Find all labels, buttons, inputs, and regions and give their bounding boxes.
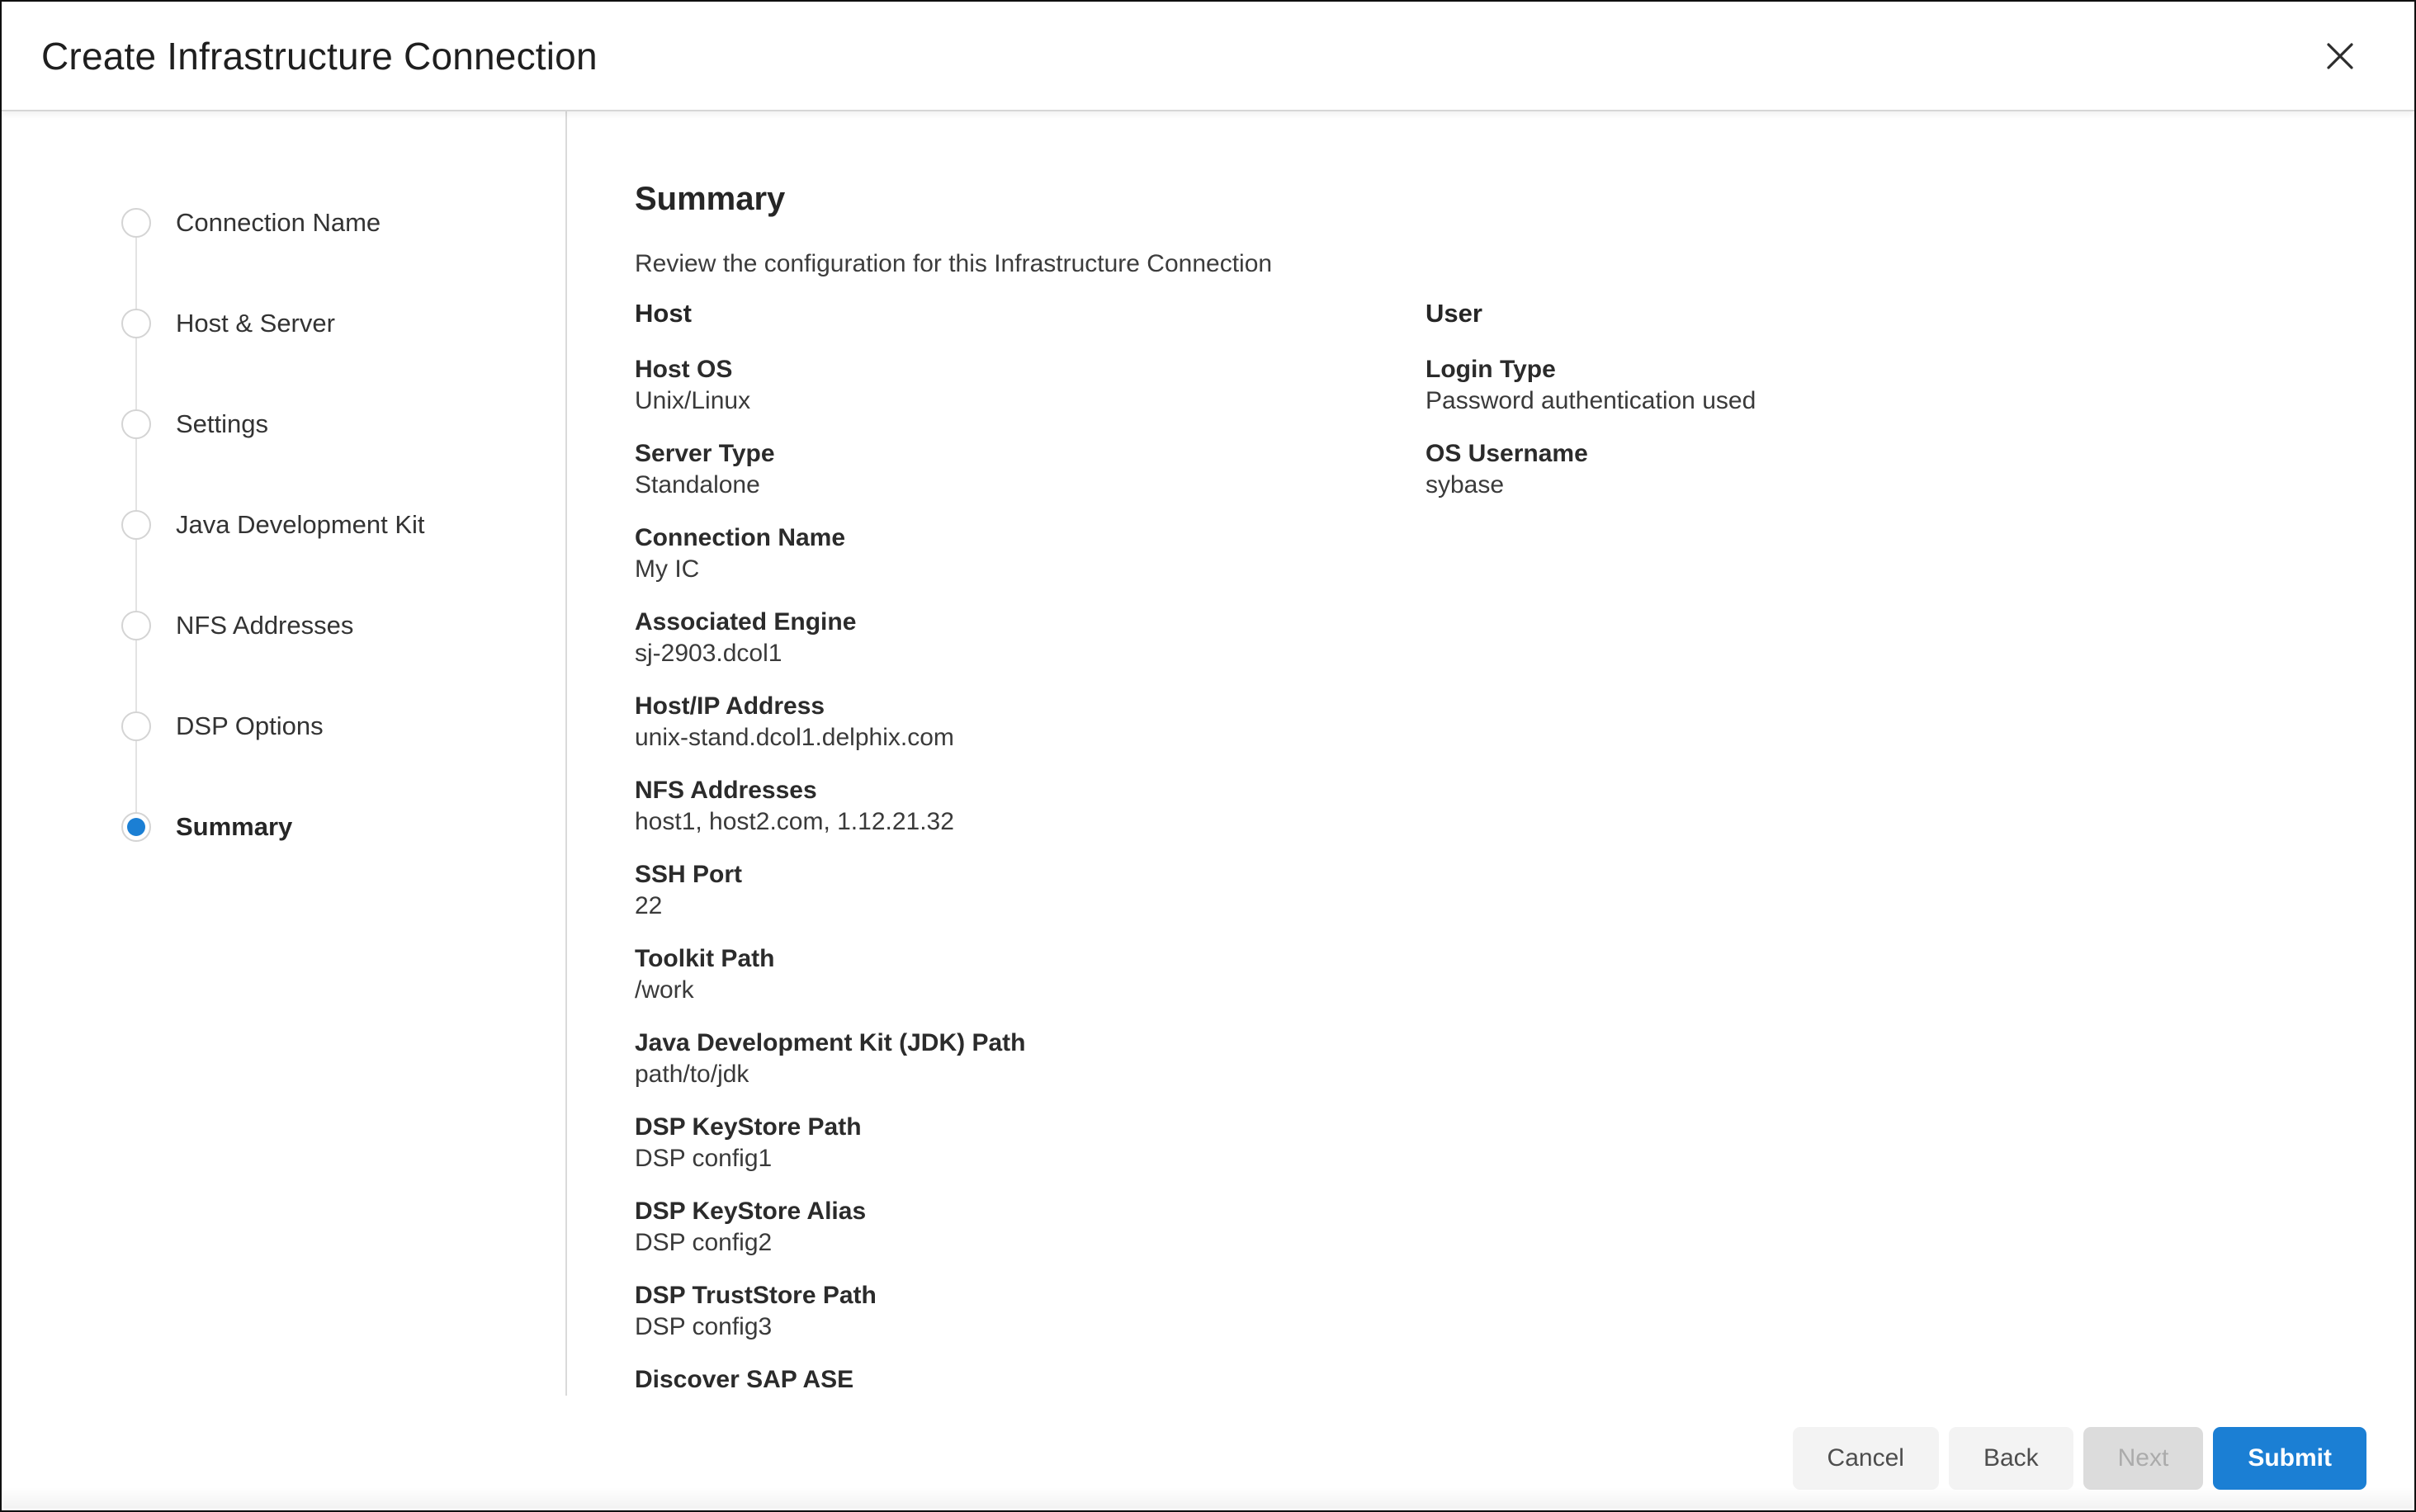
field-value: Standalone	[635, 471, 760, 498]
field-value: My IC	[635, 555, 700, 583]
field-label: OS Username	[1425, 440, 1588, 467]
dialog-footer	[2, 1396, 2414, 1510]
sidebar-item-host-server[interactable]	[2, 273, 565, 374]
field-value: Unix/Linux	[635, 387, 751, 414]
summary-field-login-type	[1425, 354, 2414, 417]
sidebar-item-nfs-addresses[interactable]	[2, 575, 565, 676]
sidebar-item-java-development-kit[interactable]	[2, 475, 565, 575]
step-circle-icon	[121, 812, 151, 842]
field-label: Host OS	[635, 356, 733, 383]
summary-field-dsp-truststore-path	[635, 1280, 1425, 1343]
summary-panel	[567, 111, 2414, 1396]
field-label: Discover SAP ASE	[635, 1366, 854, 1393]
step-label: Settings	[176, 409, 269, 438]
field-label: DSP KeyStore Path	[635, 1113, 862, 1141]
field-value: /work	[635, 976, 694, 1004]
close-button[interactable]	[2317, 33, 2363, 79]
button-label: Submit	[2248, 1444, 2332, 1472]
field-label: Host/IP Address	[635, 692, 825, 720]
step-label: DSP Options	[176, 711, 324, 740]
summary-columns	[635, 298, 2414, 1396]
close-icon	[2322, 38, 2358, 74]
step-label: NFS Addresses	[176, 611, 354, 640]
field-label: Toolkit Path	[635, 945, 775, 972]
summary-field-dsp-keystore-alias	[635, 1196, 1425, 1259]
next-button	[2083, 1427, 2204, 1490]
step-label: Host & Server	[176, 309, 335, 338]
field-value: DSP config3	[635, 1313, 773, 1340]
field-value: path/to/jdk	[635, 1061, 749, 1088]
section-heading: User	[1425, 299, 1482, 328]
step-circle-icon	[121, 711, 151, 741]
field-label: DSP TrustStore Path	[635, 1282, 877, 1309]
summary-field-java-development-kit-jdk-path	[635, 1028, 1425, 1090]
field-label: Associated Engine	[635, 608, 857, 636]
dialog-title: Create Infrastructure Connection	[41, 34, 598, 78]
submit-button[interactable]	[2213, 1427, 2366, 1490]
field-value: host1, host2.com, 1.12.21.32	[635, 808, 954, 835]
back-button[interactable]	[1949, 1427, 2073, 1490]
field-value: sybase	[1425, 471, 1505, 498]
section-fields	[1425, 354, 2414, 501]
dialog-body	[2, 111, 2414, 1396]
summary-field-host-os	[635, 354, 1425, 417]
step-label: Java Development Kit	[176, 510, 425, 539]
summary-field-host-ip-address	[635, 691, 1425, 754]
summary-field-discover-sap-ase	[635, 1364, 1425, 1396]
field-label: DSP KeyStore Alias	[635, 1198, 867, 1225]
summary-field-dsp-keystore-path	[635, 1112, 1425, 1174]
field-value: DSP config1	[635, 1145, 773, 1172]
summary-field-server-type	[635, 438, 1425, 501]
summary-field-ssh-port	[635, 859, 1425, 922]
cancel-button[interactable]	[1793, 1427, 1939, 1490]
step-label: Connection Name	[176, 208, 381, 237]
field-label: Java Development Kit (JDK) Path	[635, 1029, 1026, 1056]
summary-field-associated-engine	[635, 607, 1425, 669]
summary-section-host	[635, 298, 1425, 1396]
sidebar-item-connection-name[interactable]	[2, 172, 565, 273]
field-value: sj-2903.dcol1	[635, 640, 782, 667]
sidebar-item-summary[interactable]	[2, 777, 565, 877]
step-circle-icon	[121, 611, 151, 640]
summary-field-connection-name	[635, 522, 1425, 585]
step-circle-icon	[121, 208, 151, 238]
field-value: 22	[635, 892, 663, 919]
wizard-stepper	[2, 111, 567, 1396]
wizard-stepper-steps	[2, 111, 565, 877]
summary-field-os-username	[1425, 438, 2414, 501]
field-value: unix-stand.dcol1.delphix.com	[635, 724, 954, 751]
summary-field-toolkit-path	[635, 943, 1425, 1006]
dialog-header	[2, 2, 2414, 111]
field-label: Server Type	[635, 440, 775, 467]
field-value: Password authentication used	[1425, 387, 1756, 414]
sidebar-item-dsp-options[interactable]	[2, 676, 565, 777]
section-heading: Host	[635, 299, 692, 328]
summary-heading: Summary	[635, 181, 786, 217]
field-label: Connection Name	[635, 524, 846, 551]
field-value: DSP config2	[635, 1229, 773, 1256]
step-circle-icon	[121, 409, 151, 439]
field-label: NFS Addresses	[635, 777, 817, 804]
button-label: Next	[2117, 1444, 2169, 1472]
summary-subtitle: Review the configuration for this Infrastructure Connection	[635, 250, 1273, 277]
button-label: Cancel	[1827, 1444, 1904, 1472]
step-label: Summary	[176, 812, 293, 841]
step-circle-icon	[121, 510, 151, 540]
button-label: Back	[1983, 1444, 2039, 1472]
field-label: SSH Port	[635, 861, 743, 888]
step-circle-icon	[121, 309, 151, 338]
summary-section-user	[1425, 298, 2414, 1396]
section-fields	[635, 354, 1425, 1396]
field-label: Login Type	[1425, 356, 1556, 383]
sidebar-item-settings[interactable]	[2, 374, 565, 475]
summary-field-nfs-addresses	[635, 775, 1425, 838]
